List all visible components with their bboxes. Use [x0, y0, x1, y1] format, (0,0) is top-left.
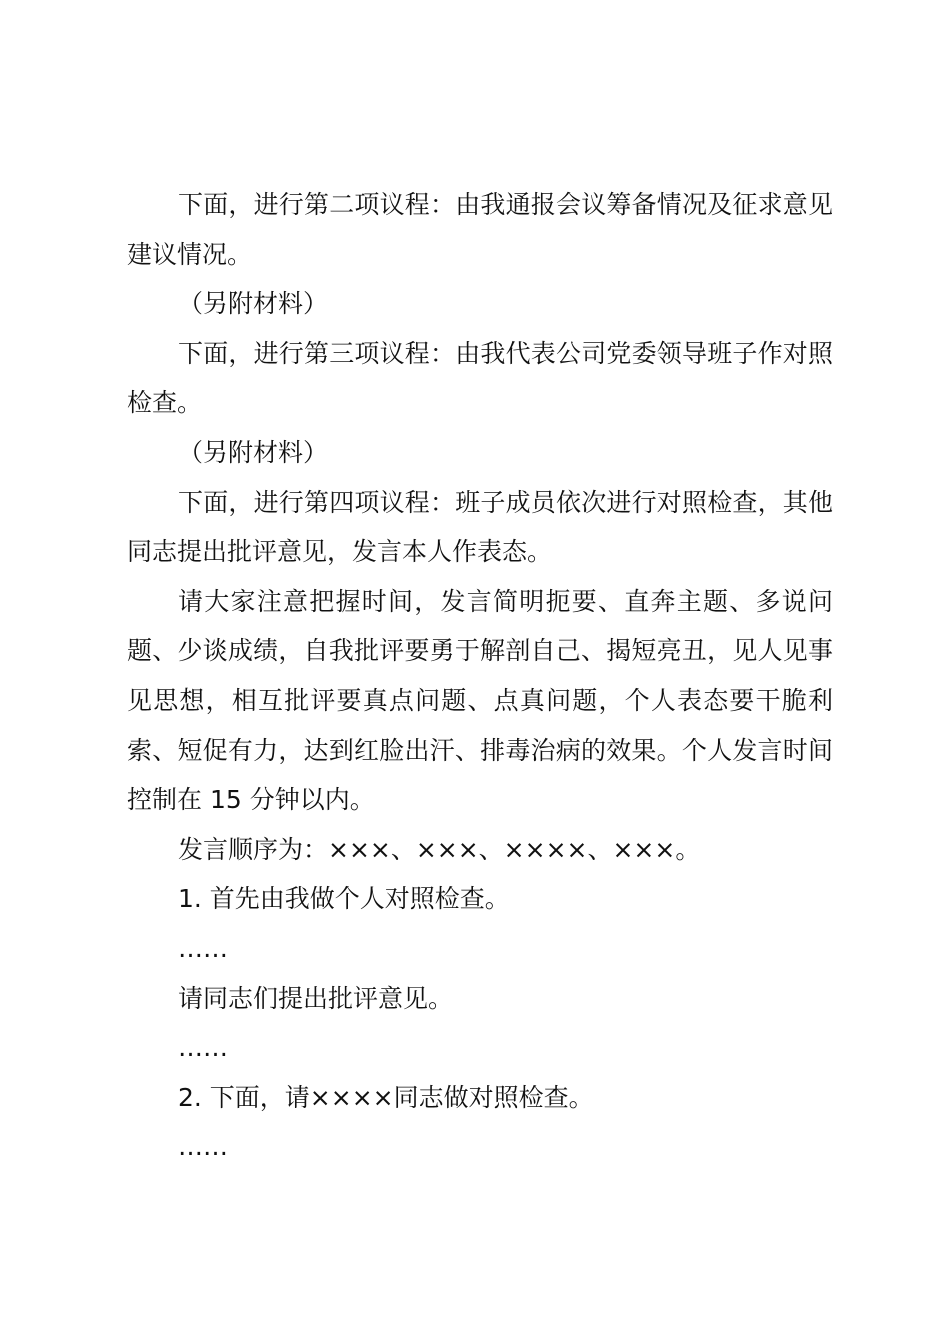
paragraph-attachment-note: （另附材料） — [178, 437, 329, 467]
paragraph-agenda-item-2: 下面，进行第二项议程：由我通报会议筹备情况及征求意见建议情况。 — [127, 190, 833, 269]
paragraph-request-criticism: 请同志们提出批评意见。 — [178, 983, 454, 1013]
document-body — [127, 180, 833, 1172]
paragraph-ellipsis: …… — [178, 933, 228, 963]
paragraph-agenda-item-4: 下面，进行第四项议程：班子成员依次进行对照检查，其他同志提出批评意见，发言本人作表态。 — [127, 487, 833, 567]
paragraph-step-1: 1. 首先由我做个人对照检查。 — [178, 884, 510, 914]
paragraph-ellipsis: …… — [178, 1033, 228, 1063]
paragraph-time-instructions: 请大家注意把握时间，发言简明扼要、直奔主题、多说问题、少谈成绩，自我批评要勇于解剖自己、揭短亮丑，见人见事见思想，相互批评要真点问题、点真问题，个人表态要干脆利索、短促有力，达到红脸出汗、排毒治病的效果。个人发言时间控制在 15 分钟以内。 — [127, 586, 833, 815]
paragraph-ellipsis: …… — [178, 1132, 228, 1162]
paragraph-step-2: 2. 下面，请××××同志做对照检查。 — [178, 1082, 594, 1112]
paragraph-attachment-note: （另附材料） — [178, 289, 329, 319]
paragraph-agenda-item-3: 下面，进行第三项议程：由我代表公司党委领导班子作对照检查。 — [127, 338, 833, 418]
paragraph-speaking-order: 发言顺序为：×××、×××、××××、×××。 — [178, 834, 701, 864]
